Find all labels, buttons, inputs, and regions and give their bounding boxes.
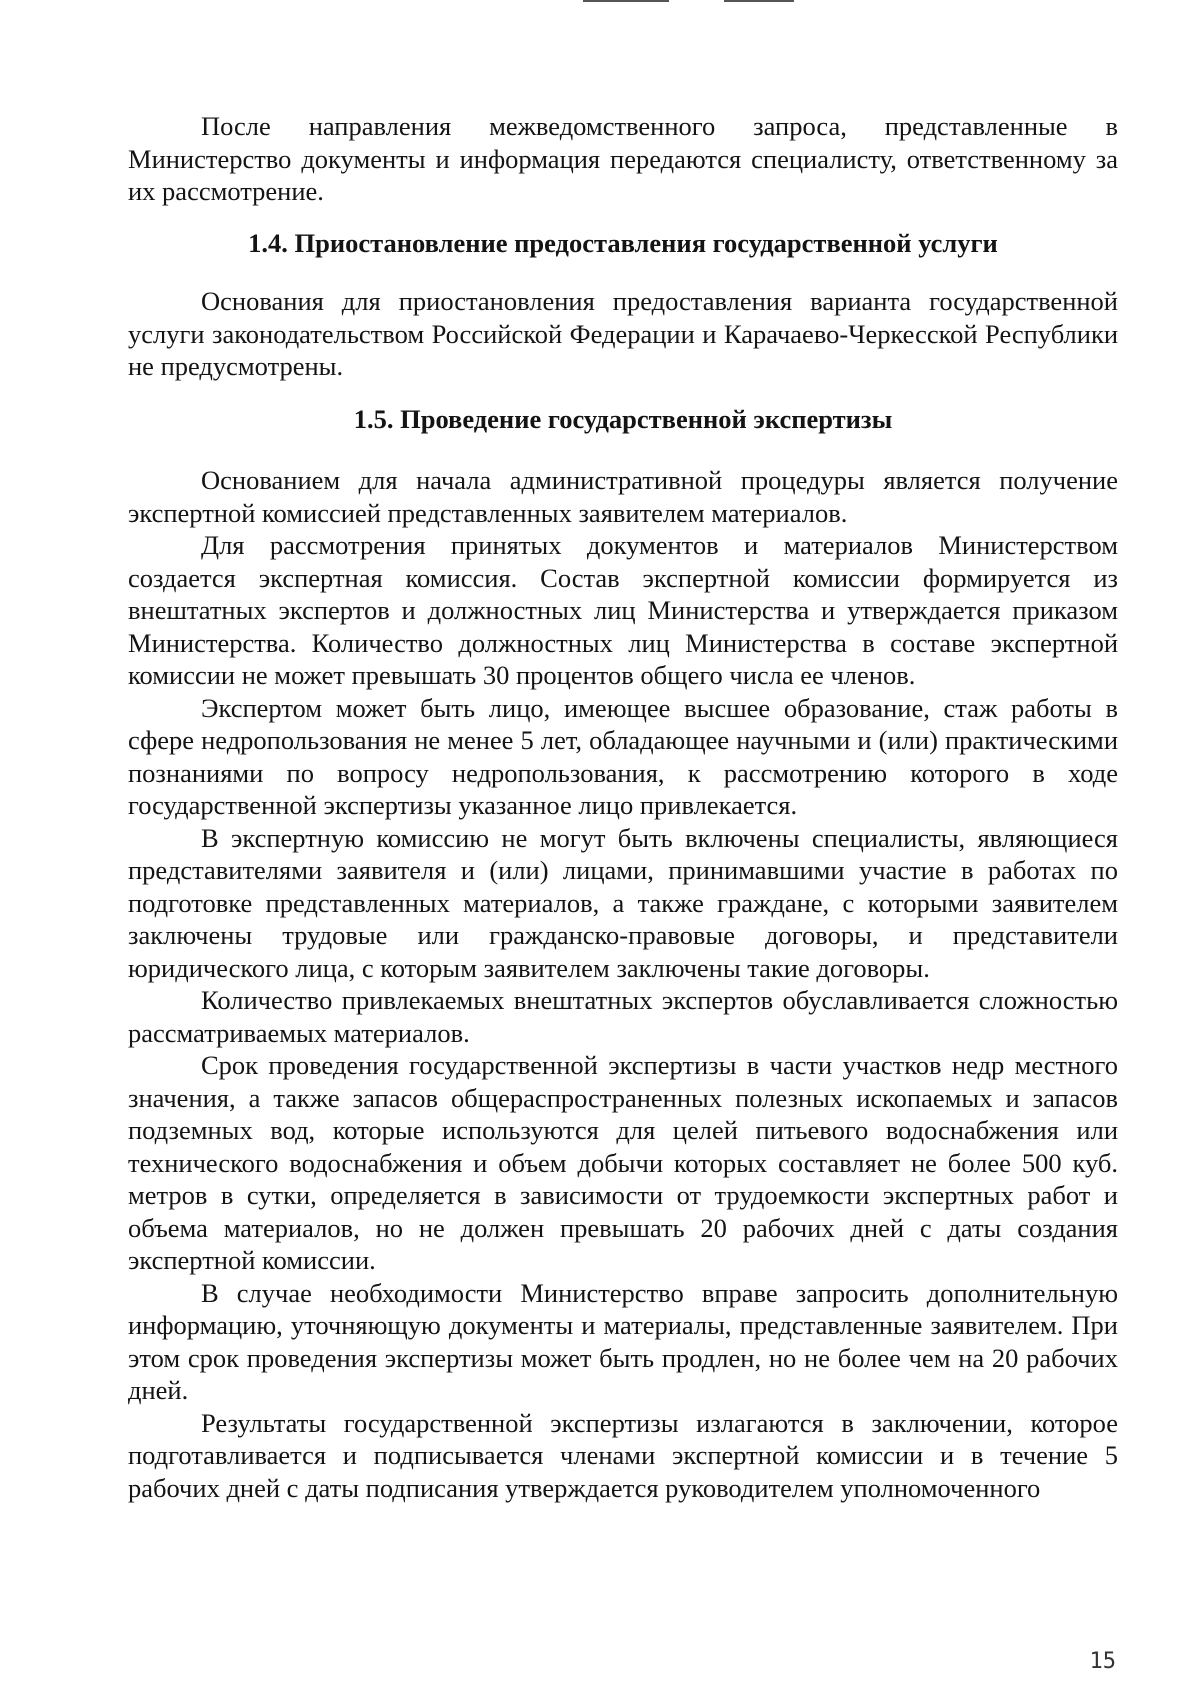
section-1-5-paragraph: В экспертную комиссию не могут быть включены специалисты, являющиеся представителями заявителя и (или) лицами, принимавшими участие в работах по подготовке представленных материалов, а также граждане, с которыми заявителем заключены трудовые или гражданско-правовые договоры, и представители юридического лица, с которым заявителем заключены такие договоры. [128, 822, 1118, 983]
section-1-5-heading: 1.5. Проведение государственной экспертизы [353, 404, 893, 434]
section-1-5-body [128, 464, 1118, 1504]
section-1-5-paragraph: Экспертом может быть лицо, имеющее высшее образование, стаж работы в сфере недропользования не менее 5 лет, обладающее научными и (или) практическими познаниями по вопросу недропользования, к рассмотрению которого в ходе государственной экспертизы указанное лицо привлекается. [128, 692, 1118, 820]
intro-paragraph: После направления межведомственного запроса, представленные в Министерство документы и информация передаются специалисту, ответственному за их рассмотрение. [128, 111, 1118, 206]
section-1-4-paragraph: Основания для приостановления предоставления варианта государственной услуги законодательством Российской Федерации и Карачаево-Черкесской Республики не предусмотрены. [128, 286, 1118, 381]
section-1-4-heading: 1.4. Приостановление предоставления государственной услуги [248, 228, 998, 258]
section-1-5-paragraph: В случае необходимости Министерство вправе запросить дополнительную информацию, уточняющую документы и материалы, представленные заявителем. При этом срок проведения экспертизы может быть продлен, но не более чем на 20 рабочих дней. [128, 1277, 1118, 1405]
section-1-5-paragraph: Результаты государственной экспертизы излагаются в заключении, которое подготавливается и подписывается членами экспертной комиссии и в течение 5 рабочих дней с даты подписания утверждается руководителем уполномоченного [128, 1407, 1118, 1503]
section-1-5-paragraph: Количество привлекаемых внештатных экспертов обуславливается сложностью рассматриваемых материалов. [128, 985, 1118, 1048]
section-1-5-paragraph: Срок проведения государственной экспертизы в части участков недр местного значения, а также запасов общераспространенных полезных ископаемых и запасов подземных вод, которые используются для целей питьевого водоснабжения или технического водоснабжения и объем добычи которых составляет не более 500 куб. метров в сутки, определяется в зависимости от трудоемкости экспертных работ и объема материалов, но не должен превышать 20 рабочих дней с даты создания экспертной комиссии. [128, 1050, 1118, 1275]
page-number: 15 [1089, 1649, 1116, 1674]
section-1-5-paragraph: Основанием для начала административной процедуры является получение экспертной комиссией представленных заявителем материалов. [128, 465, 1118, 528]
section-1-5-paragraph: Для рассмотрения принятых документов и материалов Министерством создается экспертная комиссия. Состав экспертной комиссии формируется из внештатных экспертов и должностных лиц Министерства и утверждается приказом Министерства. Количество должностных лиц Министерства в составе экспертной комиссии не может превышать 30 процентов общего числа ее членов. [128, 530, 1118, 690]
intro-block [128, 110, 1118, 208]
scan-artifact-mark [724, 0, 794, 2]
section-1-4-body [128, 285, 1118, 383]
scan-artifact-mark [583, 0, 669, 2]
